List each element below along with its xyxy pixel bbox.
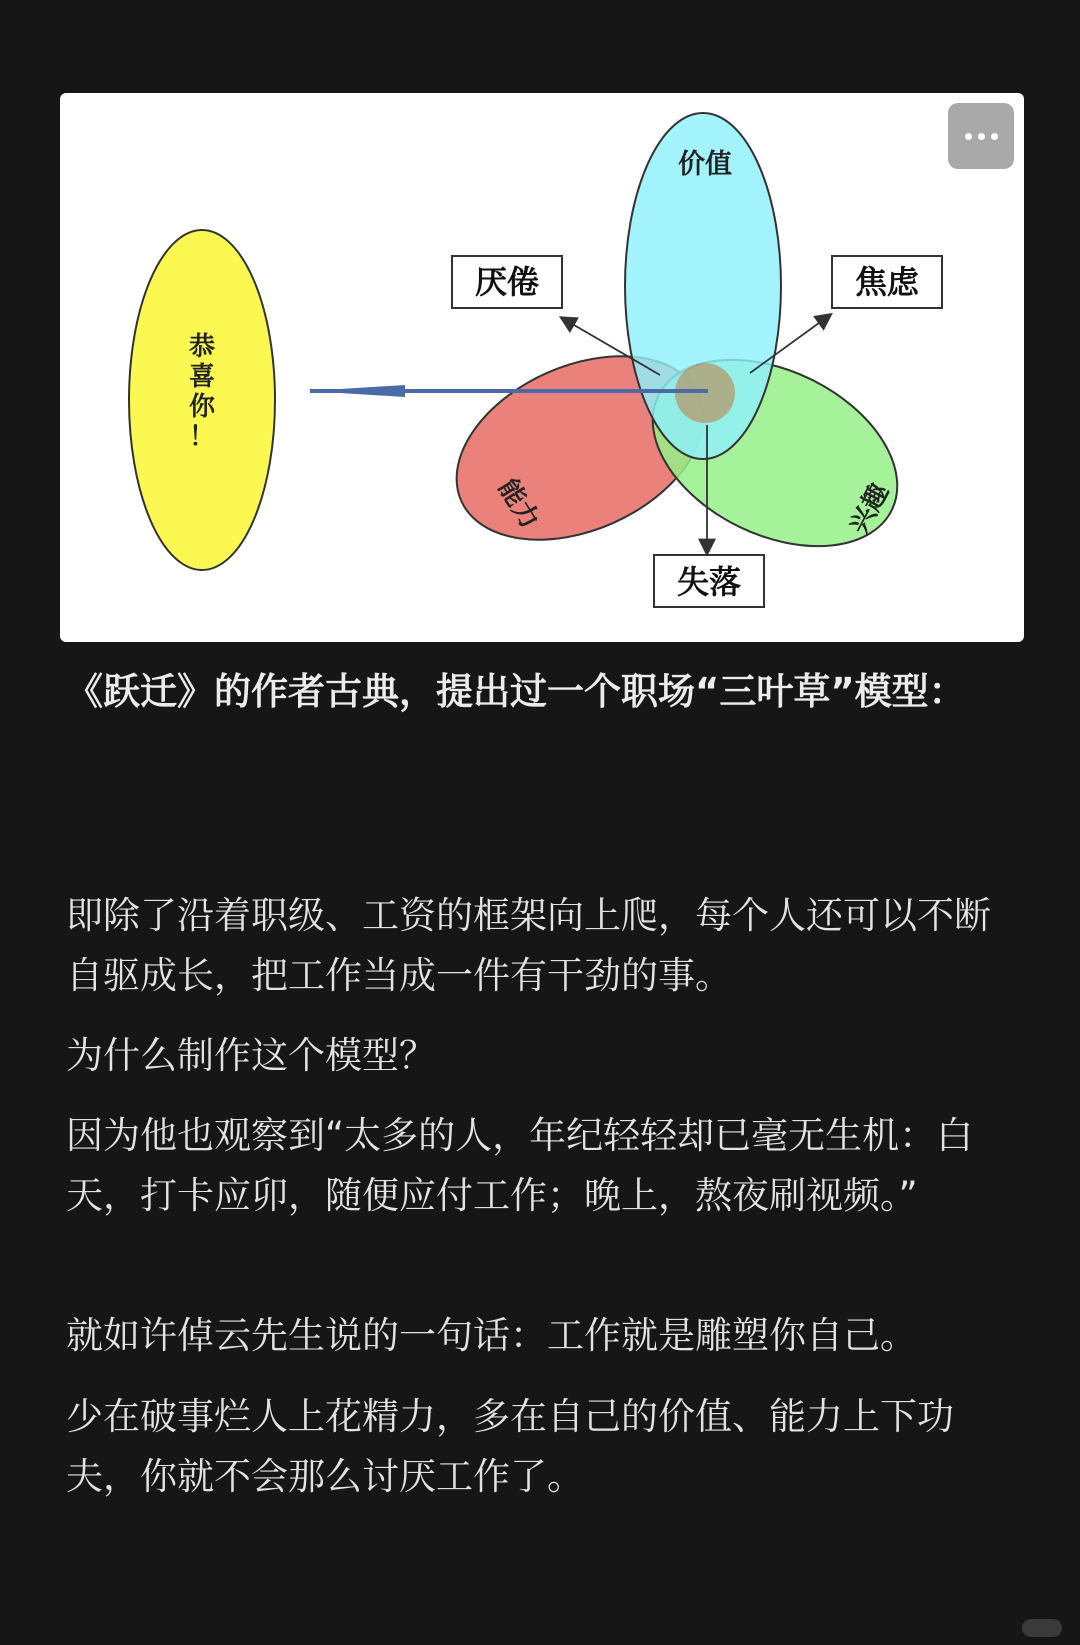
- congrats-char-2: 喜: [188, 362, 216, 392]
- congrats-arrow-head: [308, 385, 405, 397]
- figure-caption: 《跃迁》的作者古典，提出过一个职场“三叶草”模型：: [66, 670, 966, 713]
- congrats-char-3: 你: [188, 392, 216, 422]
- clover-diagram: [60, 93, 1024, 642]
- congrats-char-1: 恭: [188, 332, 216, 362]
- anxiety-label: 焦虑: [854, 263, 920, 301]
- congrats-char-4: ！: [188, 422, 216, 452]
- paragraph-2: 为什么制作这个模型？: [66, 1034, 436, 1077]
- paragraph-3: 因为他也观察到“太多的人，年纪轻轻却已毫无生机：白天，打卡应卯，随便应付工作；晚上，熬夜刷视频。”: [66, 1114, 974, 1217]
- burnout-label: 厌倦: [474, 263, 540, 301]
- interest-label: 兴趣: [844, 478, 896, 539]
- paragraph-4: 就如许倬云先生说的一句话：工作就是雕塑你自己。: [66, 1314, 917, 1357]
- more-options-button[interactable]: [948, 103, 1014, 169]
- ability-label: 能力: [491, 474, 545, 535]
- clover-model-figure: [60, 93, 1024, 642]
- watermark-badge: [1022, 1619, 1062, 1637]
- more-dots-icon: [965, 133, 998, 140]
- paragraph-1: 即除了沿着职级、工资的框架向上爬，每个人还可以不断自驱成长，把工作当成一件有干劲的事。: [66, 894, 991, 997]
- loss-label: 失落: [676, 563, 742, 601]
- value-label: 价值: [678, 149, 732, 180]
- paragraph-5: 少在破事烂人上花精力，多在自己的价值、能力上下功夫，你就不会那么讨厌工作了。: [66, 1395, 954, 1498]
